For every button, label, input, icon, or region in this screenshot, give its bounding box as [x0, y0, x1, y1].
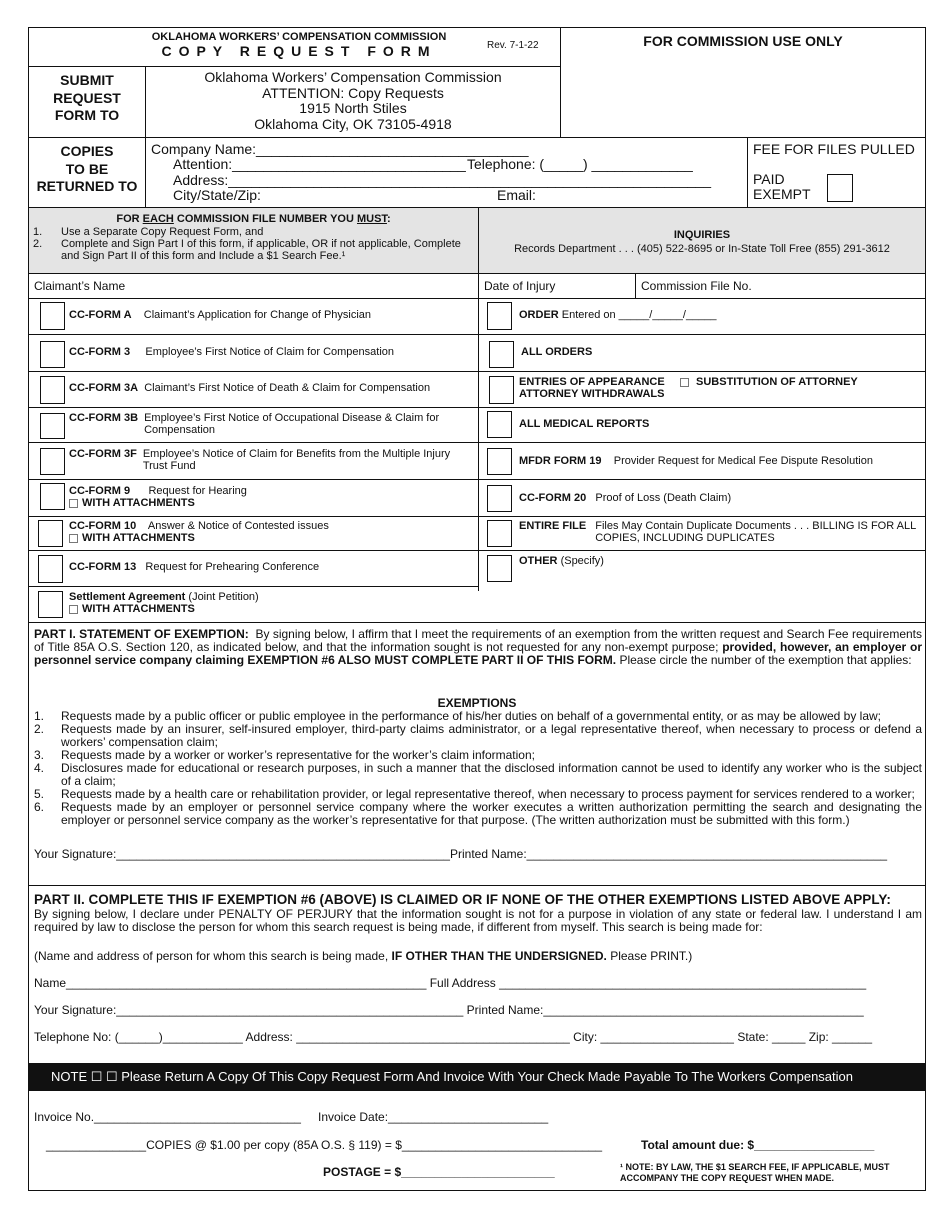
inquiries-title: INQUIRIES — [673, 229, 731, 241]
part1-signature-line[interactable]: Your Signature:__________________________________________________Printed Name:______________________________________________________ — [34, 847, 888, 861]
part2-title: PART II. COMPLETE THIS IF EXEMPTION #6 (ABOVE) IS CLAIMED OR IF NONE OF THE OTHER EXEMPTIONS LISTED ABOVE APPLY: — [34, 892, 891, 907]
part2-signature-line[interactable]: Your Signature:____________________________________________________ Printed Name:________________________________________________ — [34, 1003, 864, 1017]
commission-use-label: FOR COMMISSION USE ONLY — [643, 33, 843, 49]
submit-address: Oklahoma Workers’ Compensation Commission ATTENTION: Copy Requests 1915 North Stiles Oklahoma City, OK 73105-4918 — [204, 69, 502, 132]
claimant-name-label: Claimant’s Name — [34, 279, 126, 293]
company-name-field[interactable]: Company Name:___________________________________ — [151, 141, 529, 157]
entire-file-label: ENTIRE FILE Files May Contain Duplicate Documents . . . BILLING IS FOR ALL COPIES, INCLUDING DUPLICATES — [519, 520, 916, 544]
exemption-3: 3. Requests made by a worker or worker’s representative for the worker’s claim information; — [34, 748, 535, 762]
fee-files-pulled-label: FEE FOR FILES PULLED — [753, 141, 915, 157]
copies-returned-label: COPIES TO BE RETURNED TO — [36, 143, 138, 194]
settlement-agreement-label: Settlement Agreement (Joint Petition) WITH ATTACHMENTS — [69, 591, 259, 615]
telephone-field[interactable]: Telephone: (_____) _____________ — [467, 156, 693, 172]
order-checkbox[interactable] — [487, 302, 512, 330]
cc-form-10-label: CC-FORM 10 Answer & Notice of Contested issues WITH ATTACHMENTS — [69, 520, 329, 544]
part2-telephone-line[interactable]: Telephone No: (______)____________ Address: _________________________________________ City: ____________________ State: _____ Zip: ______ — [34, 1030, 873, 1044]
mfdr-form-19-checkbox[interactable] — [487, 448, 512, 475]
all-medical-reports-label: ALL MEDICAL REPORTS — [519, 418, 650, 430]
cc-form-3-label: CC-FORM 3 Employee’s First Notice of Claim for Compensation — [69, 346, 395, 358]
part2-name-note: (Name and address of person for whom this search is being made, IF OTHER THAN THE UNDERSIGNED. Please PRINT.) — [34, 949, 693, 963]
instructions-heading: FOR EACH COMMISSION FILE NUMBER YOU MUST: — [116, 213, 391, 225]
cc-form-a-label: CC-FORM A Claimant’s Application for Change of Physician — [69, 309, 372, 321]
all-orders-label: ALL ORDERS — [521, 346, 593, 358]
all-medical-reports-checkbox[interactable] — [487, 411, 512, 438]
paid-exempt-label: PAID EXEMPT — [753, 171, 811, 202]
form-title: COPY REQUEST FORM — [161, 43, 437, 59]
settlement-agreement-checkbox[interactable] — [38, 591, 63, 618]
other-checkbox[interactable] — [487, 555, 512, 582]
copy-request-form — [28, 27, 926, 1191]
all-orders-checkbox[interactable] — [489, 341, 514, 368]
agency-name: OKLAHOMA WORKERS’ COMPENSATION COMMISSION — [151, 31, 447, 43]
invoice-date-field[interactable]: Invoice Date:________________________ — [318, 1110, 549, 1124]
exemption-2: 2. Requests made by an insurer, self-insured employer, third-party claims administrator, or a legal representative thereof, when necessary to process or defend a workers’ compensation claim; — [34, 722, 922, 749]
entries-of-appearance-checkbox[interactable] — [489, 376, 514, 404]
cc-form-a-checkbox[interactable] — [40, 302, 65, 330]
invoice-no-field[interactable]: Invoice No._______________________________ — [34, 1110, 301, 1124]
cc-form-3f-label: CC-FORM 3F Employee’s Notice of Claim for Benefits from the Multiple Injury Trust Fund — [69, 448, 451, 472]
cc-form-9-checkbox[interactable] — [40, 483, 65, 510]
exemption-5: 5. Requests made by a health care or rehabilitation provider, or legal representative thereof, when necessary to process payment for services rendered to a worker; — [34, 787, 915, 801]
cc-form-10-checkbox[interactable] — [38, 520, 63, 547]
postage-field[interactable]: POSTAGE = $_______________________ — [323, 1165, 555, 1179]
city-state-zip-field[interactable]: City/State/Zip: — [173, 187, 261, 203]
address-field[interactable]: Address:______________________________________________________________ — [173, 172, 711, 188]
entries-of-appearance-label: ENTRIES OF APPEARANCE SUBSTITUTION OF ATTORNEY ATTORNEY WITHDRAWALS — [519, 376, 858, 400]
cc-form-3f-checkbox[interactable] — [40, 448, 65, 475]
part2-name-line[interactable]: Name______________________________________________________ Full Address _______________________________________________________ — [34, 976, 867, 990]
paid-exempt-checkbox[interactable] — [827, 174, 853, 202]
part2-statement: By signing below, I declare under PENALTY OF PERJURY that the information sought is not for a purpose in violation of any state or federal law. I understand I am required by law to disclose the person for whom this search request is being made, if different from myself. This search is being made for: — [34, 907, 922, 934]
part1-statement: PART I. STATEMENT OF EXEMPTION: By signing below, I affirm that I meet the requirements of an exemption from the written request and Search Fee requirements of Title 85A O.S. Section 120, as indicated below, and that the information sought is not requested for any non-exempt purpose; provided, however, an employer or personnel service company claiming EXEMPTION #6 ALSO MUST COMPLETE PART II OF THIS FORM. Please circle the number of the exemption that applies: — [34, 627, 922, 667]
cc-form-3b-checkbox[interactable] — [40, 413, 65, 439]
cc-form-3-checkbox[interactable] — [40, 341, 65, 368]
cc-form-20-label: CC-FORM 20 Proof of Loss (Death Claim) — [519, 492, 732, 504]
exemption-4: 4. Disclosures made for educational or research purposes, in such a manner that the disclosed information cannot be used to identify any worker who is the subject of a claim; — [34, 761, 922, 788]
note-text: NOTE ☐ ☐ Please Return A Copy Of This Copy Request Form And Invoice With Your Check Made Payable To The Workers Compensation Commission — [29, 1069, 854, 1112]
copies-calc-line[interactable]: _______________COPIES @ $1.00 per copy (85A O.S. § 119) = $______________________________ — [46, 1138, 603, 1152]
attention-field[interactable]: Attention:______________________________ — [173, 156, 466, 172]
inquiries-text: Records Department . . . (405) 522-8695 or In-State Toll Free (855) 291-3612 — [514, 243, 890, 255]
exemption-1: 1. Requests made by a public officer or public employee in the performance of his/her duties on behalf of a governmental entity, or as may be allowed by law; — [34, 709, 882, 723]
revision-date: Rev. 7-1-22 — [487, 40, 539, 51]
entire-file-checkbox[interactable] — [487, 520, 512, 547]
cc-form-13-label: CC-FORM 13 Request for Prehearing Conference — [69, 561, 320, 573]
cc-form-9-label: CC-FORM 9 Request for Hearing WITH ATTACHMENTS — [69, 485, 247, 509]
cc-form-3a-checkbox[interactable] — [40, 376, 65, 404]
order-label: ORDER Entered on _____/_____/_____ — [519, 309, 717, 321]
mfdr-form-19-label: MFDR FORM 19 Provider Request for Medical Fee Dispute Resolution — [519, 455, 873, 467]
cc-form-20-checkbox[interactable] — [487, 485, 512, 512]
instructions-list: 1. Use a Separate Copy Request Form, and 2. Complete and Sign Part I of this form, if applicable, OR if not applicable, Complete and Sign Part II of this form and Include a $1 Search Fee.¹ — [33, 226, 461, 262]
email-field[interactable]: Email: — [497, 187, 536, 203]
other-label: OTHER (Specify) — [519, 555, 604, 567]
search-fee-footnote: ¹ NOTE: BY LAW, THE $1 SEARCH FEE, IF APPLICABLE, MUST ACCOMPANY THE COPY REQUEST WHEN MADE. — [620, 1162, 890, 1183]
exemption-6: 6. Requests made by an employer or personnel service company where the worker executes a written authorization permitting the search and designating the employer or personnel service company as the worker’s representative for that purpose. (The written authorization must be submitted with this form.) — [34, 800, 922, 827]
date-of-injury-label: Date of Injury — [484, 279, 556, 293]
submit-label: SUBMIT REQUEST FORM TO — [53, 72, 121, 123]
total-amount-due[interactable]: Total amount due: $__________________ — [641, 1138, 875, 1152]
exemptions-list — [34, 710, 922, 827]
cc-form-3a-label: CC-FORM 3A Claimant’s First Notice of Death & Claim for Compensation — [69, 382, 431, 394]
cc-form-3b-label: CC-FORM 3B Employee’s First Notice of Occupational Disease & Claim for Compensation — [69, 412, 440, 436]
exemptions-title: EXEMPTIONS — [437, 696, 517, 710]
commission-file-no-label: Commission File No. — [641, 279, 752, 293]
note-bar — [29, 1063, 925, 1112]
cc-form-13-checkbox[interactable] — [38, 555, 63, 583]
